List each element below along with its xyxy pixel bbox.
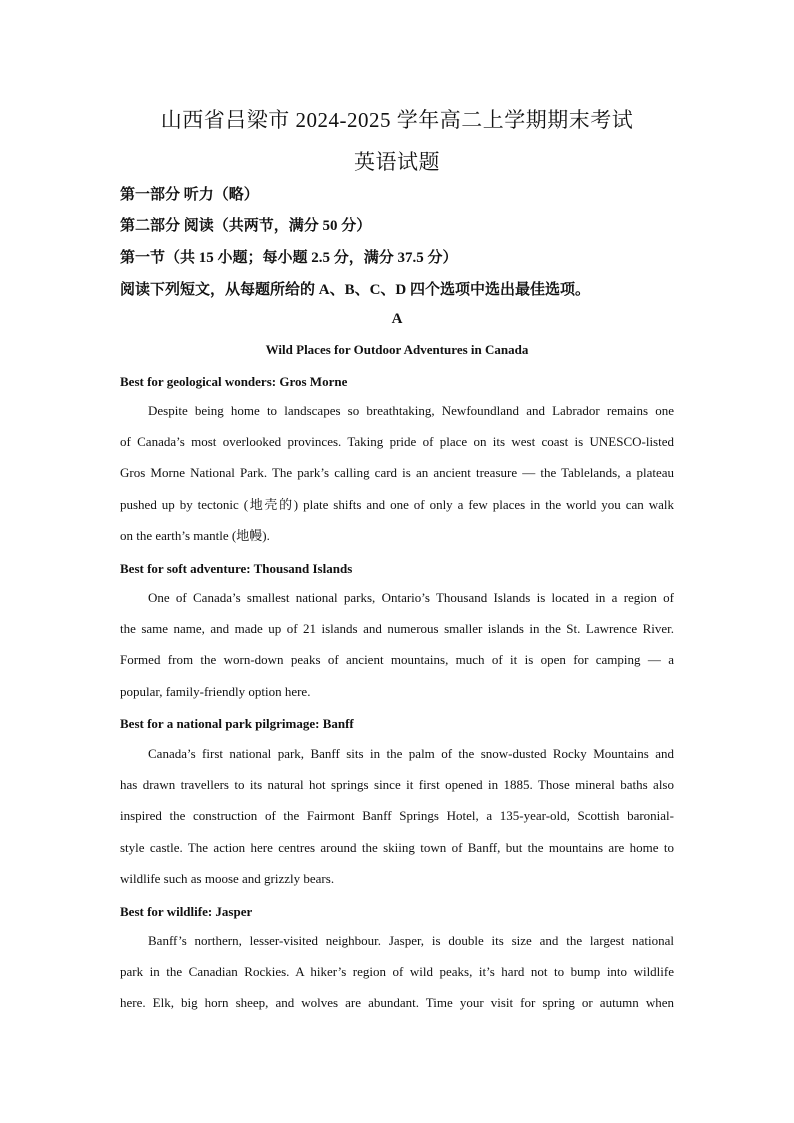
block-paragraph-thousand-islands [120,587,674,712]
paragraph-line: One of Canada’s smallest national parks, Ontario’s Thousand Islands is located in a region of [148,590,674,605]
block-heading-gros-morne: Best for geological wonders: Gros Morne [120,374,348,389]
exam-title: 山西省吕梁市 2024-2025 学年高二上学期期末考试 [160,108,634,132]
paragraph-line: here. Elk, big horn sheep, and wolves are abundant. Time your visit for spring or autumn when [120,995,674,1011]
part-one-heading: 第一部分 听力（略） [120,187,259,203]
paragraph-line: of Canada’s most overlooked provinces. Taking pride of place on its west coast is UNESCO-listed [120,434,674,450]
paragraph-line: Despite being home to landscapes so breathtaking, Newfoundland and Labrador remains one [148,403,674,418]
passage-title: Wild Places for Outdoor Adventures in Canada [265,342,529,357]
block-heading-banff: Best for a national park pilgrimage: Banff [120,716,354,731]
paragraph-line: wildlife such as moose and grizzly bears. [120,870,335,886]
paragraph-line: on the earth’s mantle (地幔). [120,527,270,543]
paragraph-line: Banff’s northern, lesser-visited neighbour. Jasper, is double its size and the largest national [148,933,674,948]
block-heading-thousand-islands: Best for soft adventure: Thousand Islands [120,561,353,576]
paragraph-line: Formed from the worn-down peaks of ancient mountains, much of it is open for camping — a [120,652,674,668]
block-heading-jasper: Best for wildlife: Jasper [120,904,253,919]
block-paragraph-jasper [120,930,674,1024]
exam-subtitle: 英语试题 [354,150,440,174]
paragraph-line: the same name, and made up of 21 islands and numerous smaller islands in the St. Lawrence River. [120,621,674,637]
paragraph-line: style castle. The action here centres around the skiing town of Banff, but the mountains are home to [120,839,674,855]
paragraph-line: popular, family-friendly option here. [120,683,311,699]
section-one-heading: 第一节（共 15 小题；每小题 2.5 分，满分 37.5 分） [120,250,458,266]
paragraph-line: park in the Canadian Rockies. A hiker’s region of wild peaks, it’s hard not to bump into wildlife [120,964,674,980]
paragraph-line: pushed up by tectonic (地壳的) plate shifts and one of only a few places in the world you can walk [120,496,674,512]
part-two-heading: 第二部分 阅读（共两节，满分 50 分） [120,218,372,234]
paragraph-line: inspired the construction of the Fairmont Banff Springs Hotel, a 135-year-old, Scottish baronial- [120,808,674,824]
passage-letter: A [391,311,403,327]
paragraph-line: Canada’s first national park, Banff sits in the palm of the snow-dusted Rocky Mountains and [148,746,674,761]
block-paragraph-gros-morne [120,400,674,556]
paragraph-line: Gros Morne National Park. The park’s calling card is an ancient treasure — the Tablelands, a plateau [120,465,674,481]
paragraph-line: has drawn travellers to its natural hot springs since it first opened in 1885. Those mineral baths also [120,777,674,793]
block-paragraph-banff [120,743,674,899]
instruction-text: 阅读下列短文，从每题所给的 A、B、C、D 四个选项中选出最佳选项。 [120,282,591,298]
